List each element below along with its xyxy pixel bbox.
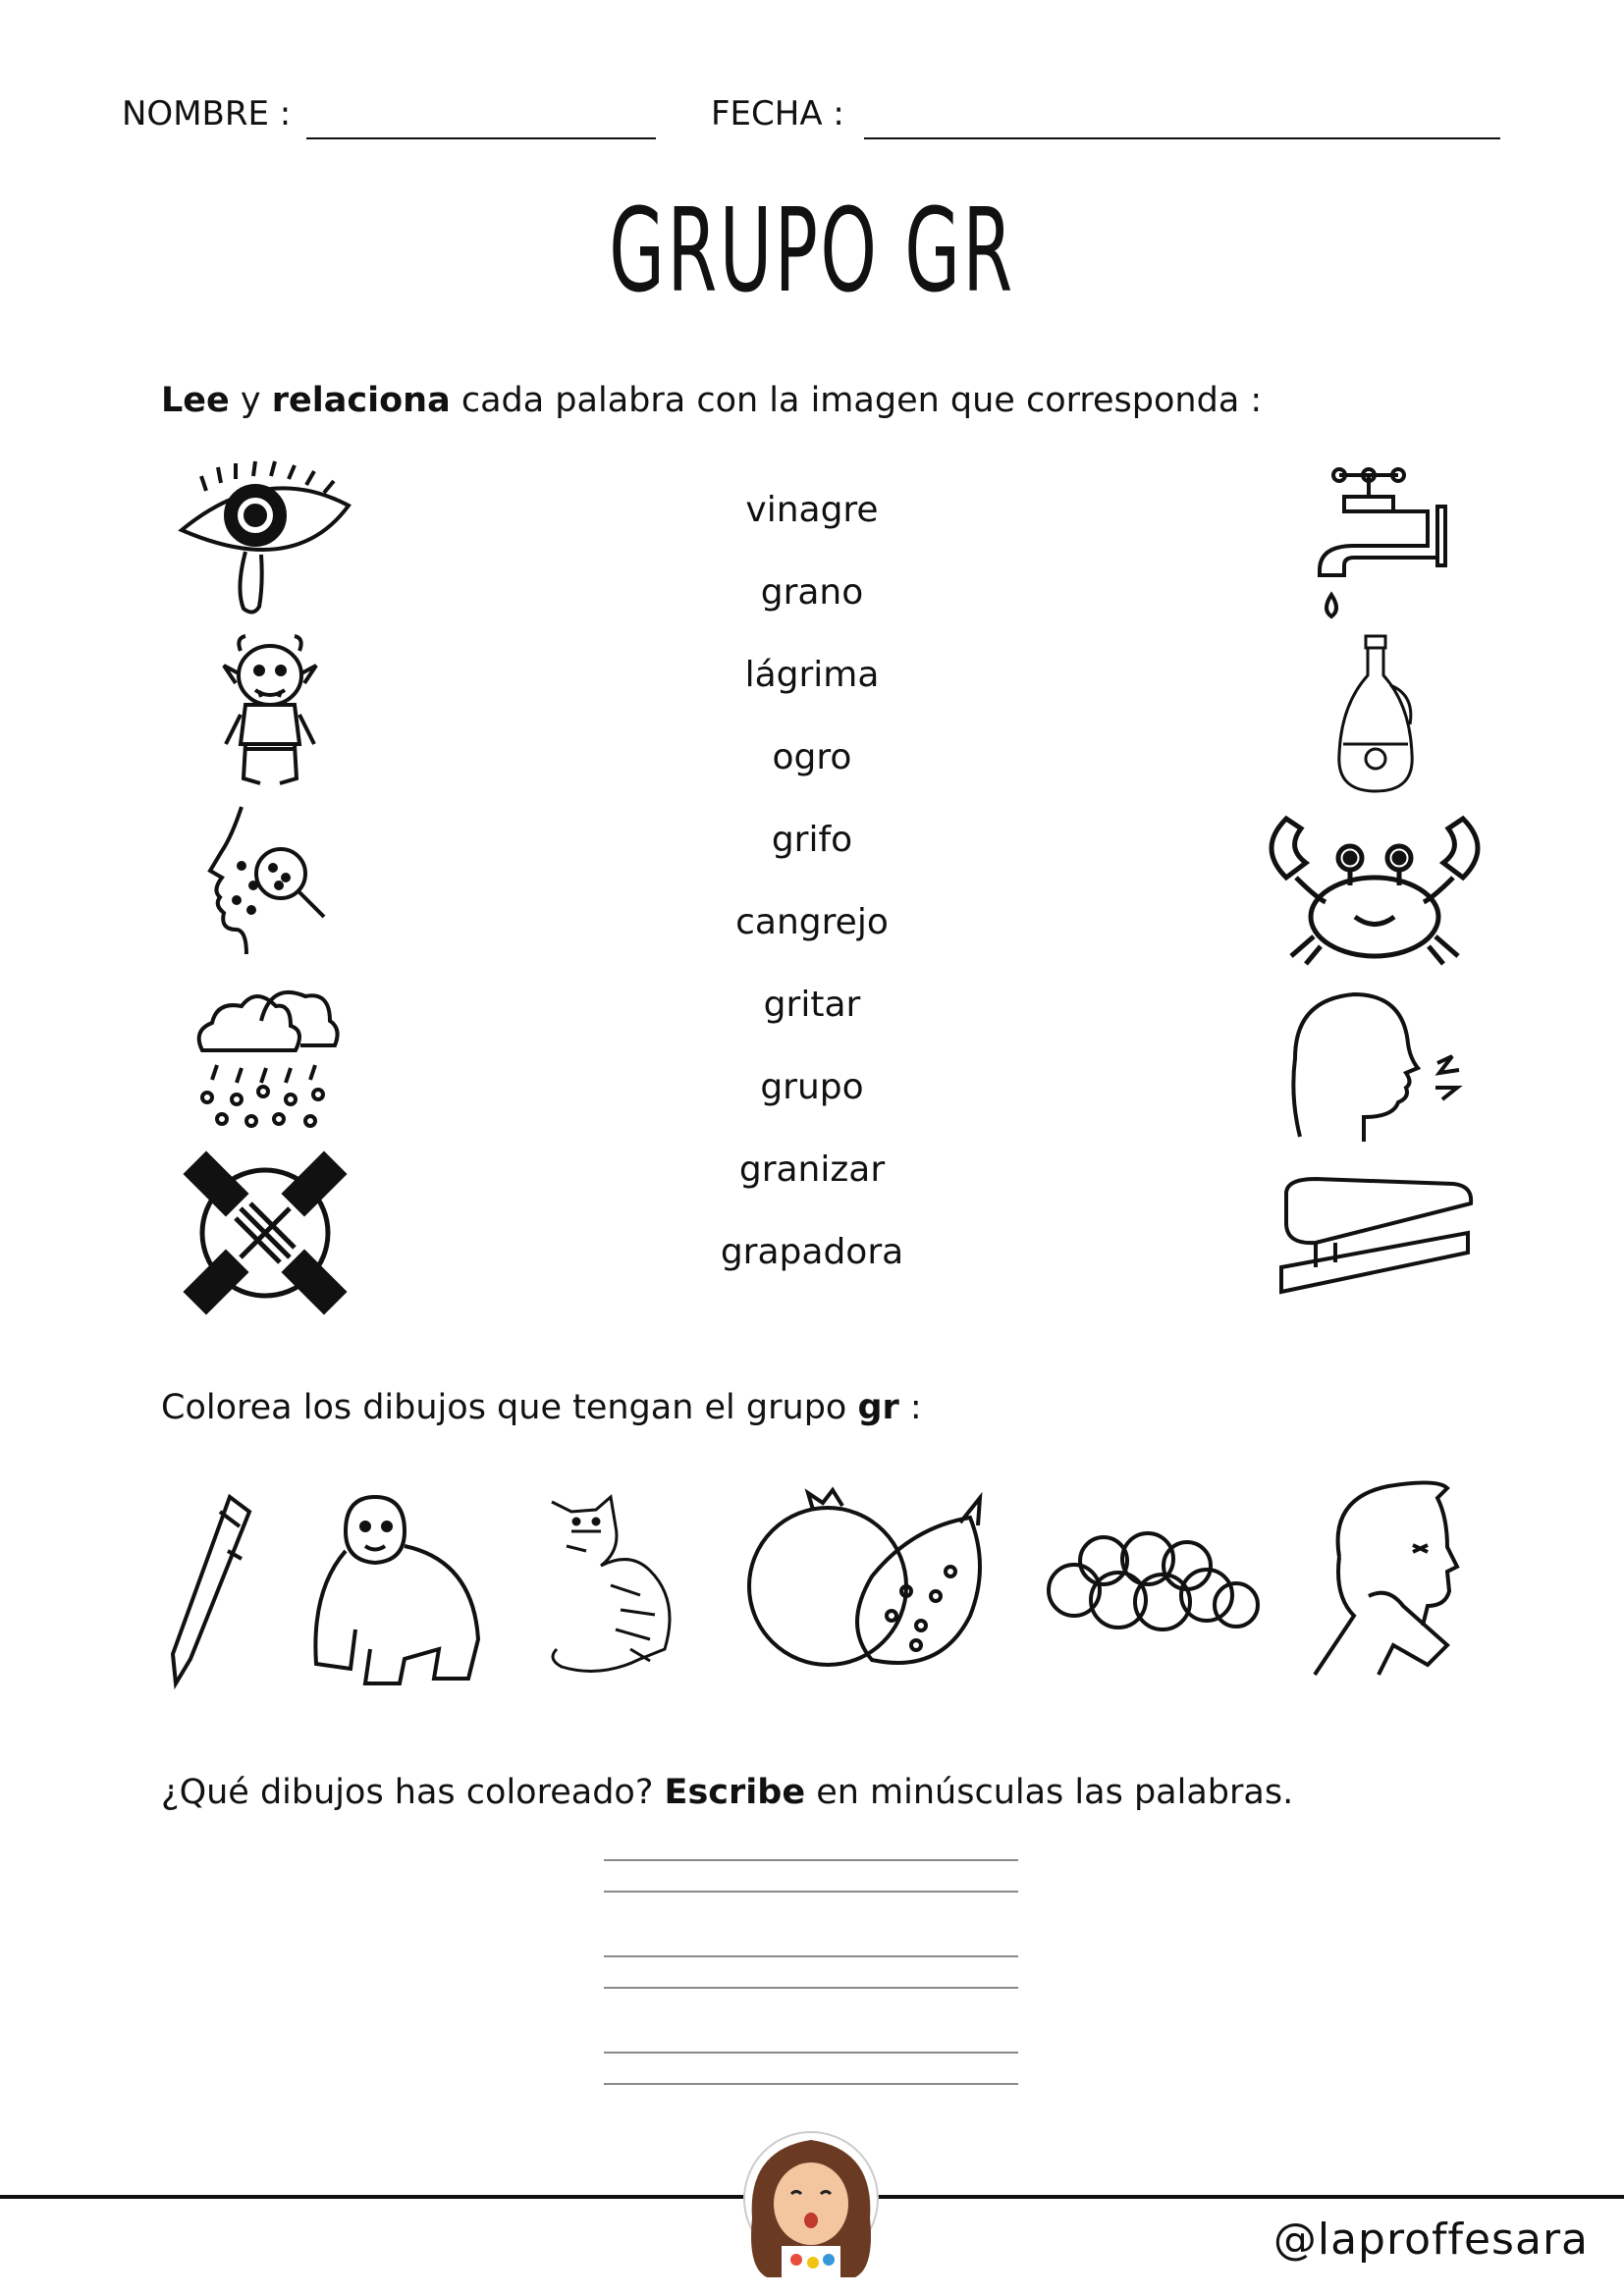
- author-handle: @laproffesara: [1272, 2215, 1589, 2265]
- shouting-head-icon: [1280, 989, 1467, 1147]
- name-label: NOMBRE :: [122, 94, 292, 133]
- instruction-write-bold: Escribe: [664, 1773, 806, 1812]
- writing-line[interactable]: [604, 1955, 1018, 1957]
- gorilla-icon[interactable]: [306, 1492, 493, 1688]
- writing-line[interactable]: [604, 1891, 1018, 1893]
- date-field-line[interactable]: [864, 137, 1500, 139]
- instruction-rest: cada palabra con la imagen que corresponda :: [450, 381, 1263, 420]
- name-field-line[interactable]: [306, 137, 656, 139]
- instruction-write: [161, 1773, 1293, 1812]
- stapler-icon: [1276, 1174, 1473, 1302]
- throat-pain-icon[interactable]: [1310, 1478, 1463, 1681]
- tiger-icon[interactable]: [542, 1492, 689, 1688]
- instruction-colour-bold: gr: [857, 1388, 899, 1427]
- crab-icon: [1257, 809, 1492, 966]
- writing-line[interactable]: [604, 1859, 1018, 1861]
- hail-clouds-icon: [192, 982, 340, 1131]
- writing-line[interactable]: [604, 2052, 1018, 2054]
- date-label: FECHA :: [711, 94, 844, 133]
- instruction-mid: y: [229, 381, 272, 420]
- word-item: grupo: [760, 1067, 864, 1107]
- instruction-match: [161, 381, 1262, 420]
- instruction-bold-relaciona: relaciona: [271, 381, 451, 420]
- teacher-avatar-icon: [742, 2130, 880, 2277]
- word-item: granizar: [738, 1149, 886, 1190]
- instruction-colour: [161, 1388, 922, 1427]
- vinegar-bottle-icon: [1331, 636, 1420, 793]
- instruction-colour-start: Colorea los dibujos que tengan el grupo: [161, 1388, 858, 1427]
- writing-line[interactable]: [604, 1987, 1018, 1989]
- word-item: vinagre: [745, 490, 879, 530]
- word-item: gritar: [763, 985, 861, 1025]
- page-title: GRUPO GR: [609, 183, 1015, 318]
- word-item: lágrima: [744, 655, 880, 695]
- pomegranate-icon[interactable]: [744, 1488, 994, 1681]
- instruction-write-start: ¿Qué dibujos has coloreado?: [161, 1773, 665, 1812]
- writing-line[interactable]: [604, 2083, 1018, 2085]
- word-item: grapadora: [720, 1232, 904, 1272]
- chickpeas-icon[interactable]: [1045, 1531, 1263, 1633]
- instruction-bold-lee: Lee: [161, 381, 230, 420]
- word-item: grifo: [771, 820, 853, 860]
- word-item: cangrejo: [735, 902, 889, 942]
- word-item: ogro: [772, 737, 852, 777]
- instruction-colour-end: :: [898, 1388, 922, 1427]
- face-with-pimples-icon: [202, 807, 330, 954]
- word-item: grano: [760, 572, 864, 613]
- faucet-icon: [1300, 467, 1447, 620]
- instruction-write-end: en minúsculas las palabras.: [805, 1773, 1294, 1812]
- group-hands-icon: [187, 1154, 344, 1311]
- ogre-icon: [216, 636, 324, 791]
- pen-icon[interactable]: [161, 1492, 253, 1688]
- crying-eye-icon: [177, 461, 353, 618]
